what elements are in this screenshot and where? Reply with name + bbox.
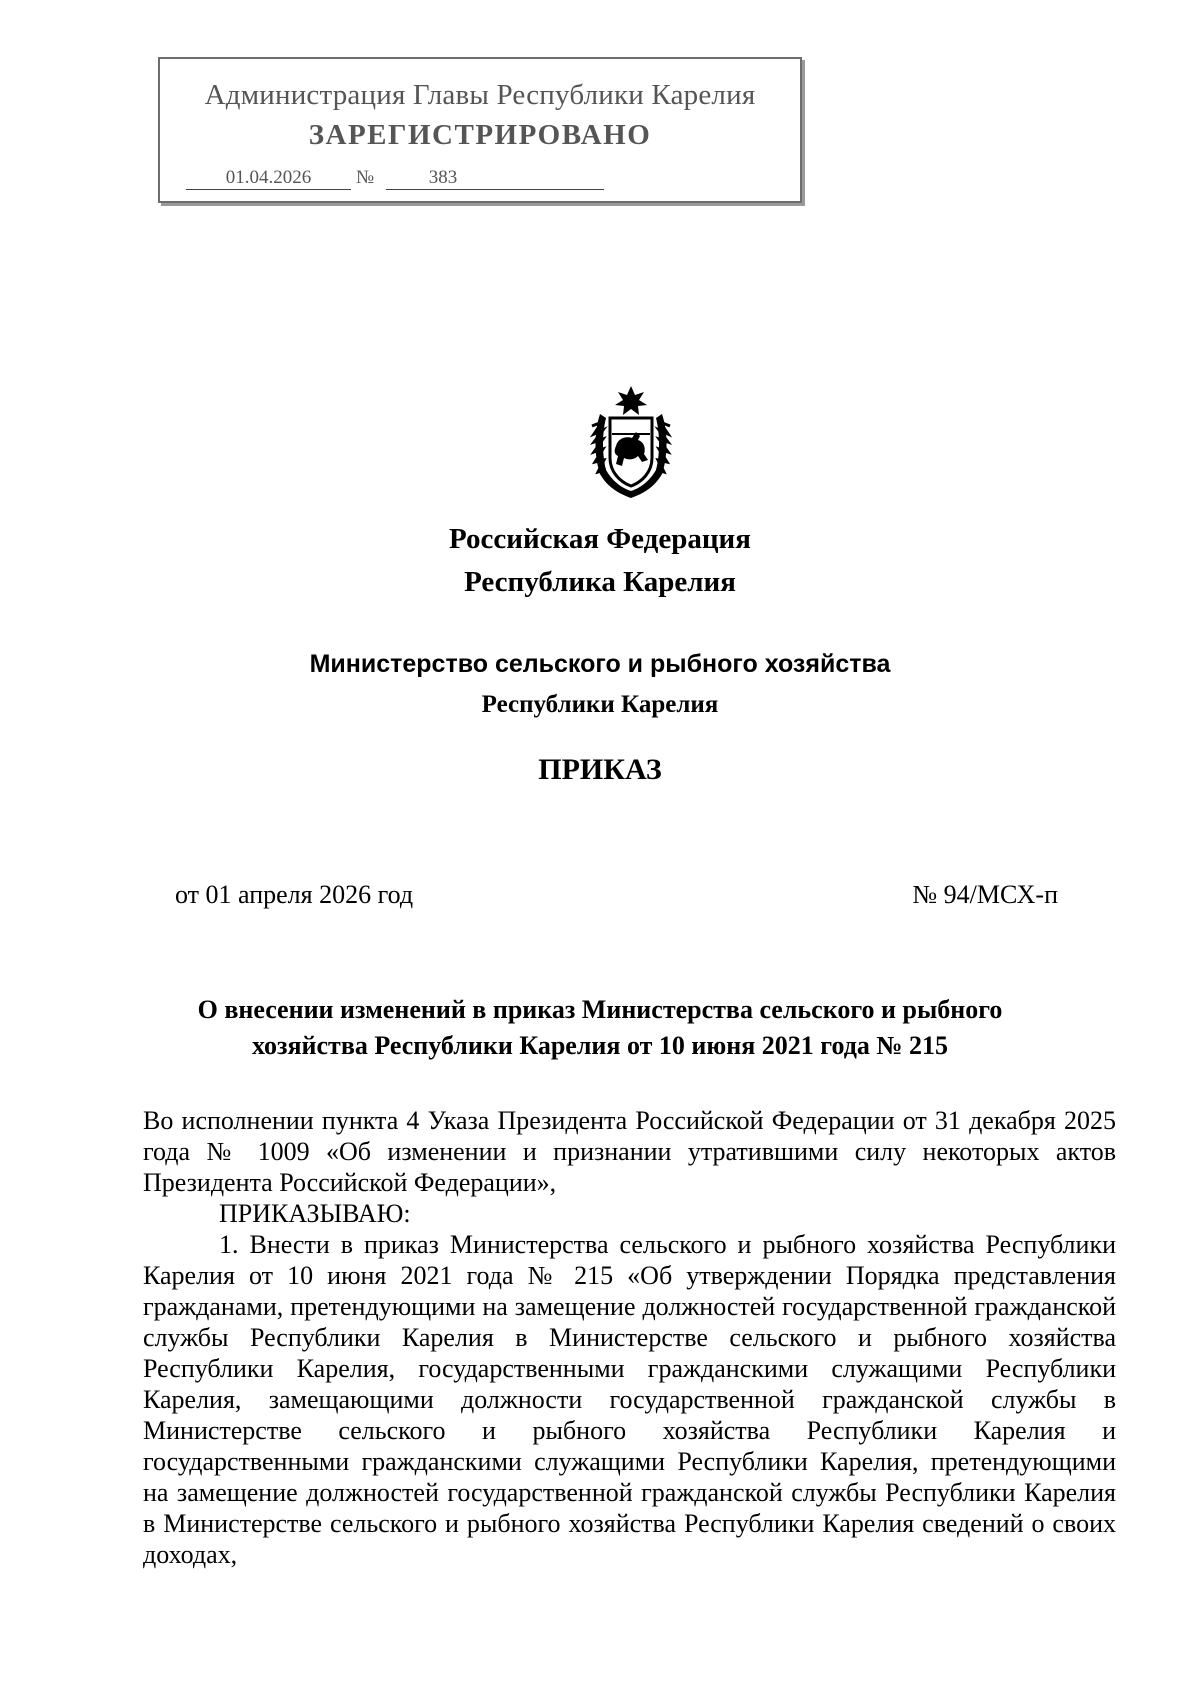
stamp-registration-row	[186, 167, 616, 193]
stamp-number: 383	[428, 167, 458, 188]
document-type: ПРИКАЗ	[538, 753, 662, 786]
ministry-republic: Республики Карелия	[481, 691, 719, 718]
document-title-line2: хозяйства Республики Карелия от 10 июня 2021 года № 215	[252, 1031, 948, 1060]
item-1-paragraph: 1. Внести в приказ Министерства сельского и рыбного хозяйства Республики Карелия от 10 июня 2021 года № 215 «Об утверждении Порядка представления гражданами, претендующими на замещение должностей государственной гражданской службы Республики Карелия в Министерстве сельского и рыбного хозяйства Республики Карелия, государственными гражданскими служащими Республики Карелия, замещающими должности государственной гражданской службы в Министерстве сельского и рыбного хозяйства Республики Карелия и государственными гражданскими служащими Республики Карелия, претендующими на замещение должностей государственной гражданской службы Республики Карелия в Министерстве сельского и рыбного хозяйства Республики Карелия сведений о своих доходах,	[143, 1230, 1116, 1569]
document-body	[143, 1105, 1116, 1570]
document-title	[0, 992, 1200, 1064]
stamp-number-field	[386, 167, 604, 190]
stamp-date: 01.04.2026	[186, 167, 351, 190]
header-state	[0, 518, 1200, 604]
preamble-paragraph: Во исполнении пункта 4 Указа Президента Российской Федерации от 31 декабря 2025 года № 1009 «Об изменении и признании утратившими силу некоторых актов Президента Российской Федерации»,	[143, 1106, 1116, 1197]
registration-stamp	[158, 57, 802, 203]
stamp-number-sign: №	[356, 167, 375, 188]
karelia-coat-of-arms-icon	[586, 384, 676, 500]
stamp-status: ЗАРЕГИСТРИРОВАНО	[308, 119, 652, 151]
header-federation: Российская Федерация	[449, 523, 751, 555]
order-date: от 01 апреля 2026 год	[175, 880, 414, 909]
directive-paragraph: ПРИКАЗЫВАЮ:	[219, 1199, 411, 1228]
document-title-line1: О внесении изменений в приказ Министерства сельского и рыбного	[197, 995, 1003, 1024]
stamp-organization: Администрация Главы Республики Карелия	[204, 79, 756, 111]
ministry-name: Министерство сельского и рыбного хозяйства	[309, 650, 891, 678]
header-republic: Республика Карелия	[464, 566, 736, 598]
order-number: № 94/МСХ-п	[912, 880, 1058, 909]
